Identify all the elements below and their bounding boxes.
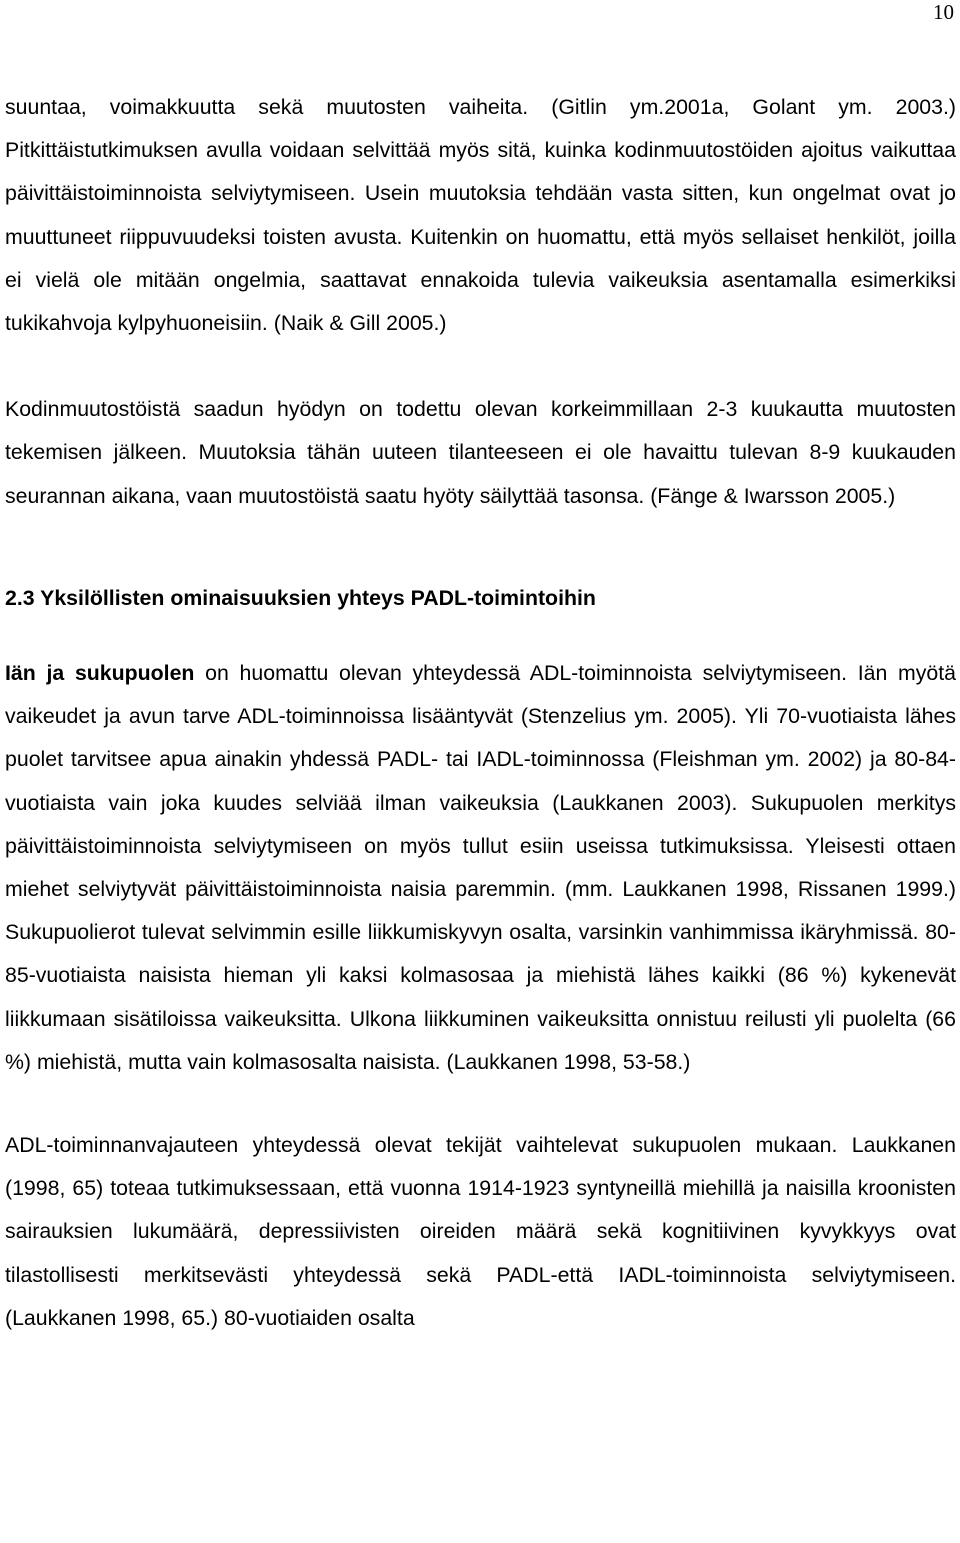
paragraph-4: ADL-toiminnanvajauteen yhteydessä olevat tekijät vaihtelevat sukupuolen mukaan. Laukkanen (1998, 65) toteaa tutkimuksessaan, että vuonna 1914-1923 syntyneillä miehillä ja naisilla kroonisten sairauksien lukumäärä, depressiivisten oireiden määrä sekä kognitiivinen kyvykkyys ovat tilastollisesti merkitsevästi yhteydessä sekä PADL-että IADL-toiminnoista selviytymiseen. (Laukkanen 1998, 65.) 80-vuotiaiden osalta	[5, 1133, 956, 1330]
document-body	[5, 86, 956, 1340]
paragraph-1: suuntaa, voimakkuutta sekä muutosten vaiheita. (Gitlin ym.2001a, Golant ym. 2003.) Pitkittäistutkimuksen avulla voidaan selvittää myös sitä, kuinka kodinmuutostöiden ajoitus vaikuttaa päivittäistoiminnoista selviytymiseen. Usein muutoksia tehdään vasta sitten, kun ongelmat ovat jo muuttuneet riippuvuudeksi toisten avusta. Kuitenkin on huomattu, että myös sellaiset henkilöt, joilla ei vielä ole mitään ongelmia, saattavat ennakoida tulevia vaikeuksia asentamalla esimerkiksi tukikahvoja kylpyhuoneisiin. (Naik & Gill 2005.)	[5, 95, 956, 336]
paragraph-2: Kodinmuutostöistä saadun hyödyn on todettu olevan korkeimmillaan 2-3 kuukautta muutosten tekemisen jälkeen. Muutoksia tähän uuteen tilanteeseen ei ole havaittu tulevan 8-9 kuukauden seurannan aikana, vaan muutostöistä saatu hyöty säilyttää tasonsa. (Fänge & Iwarsson 2005.)	[5, 397, 956, 508]
paragraph-3-bold-2: sukupuolen	[74, 661, 195, 686]
page-number: 10	[933, 0, 954, 24]
paragraph-3	[5, 652, 956, 1084]
section-heading: 2.3 Yksilöllisten ominaisuuksien yhteys PADL-toimintoihin	[5, 585, 596, 610]
paragraph-3-bold-1: Iän ja	[5, 661, 65, 686]
paragraph-3-text: on huomattu olevan yhteydessä ADL-toiminnoista selviytymiseen. Iän myötä vaikeudet ja avun tarve ADL-toiminnoissa lisääntyvät (Stenzelius ym. 2005). Yli 70-vuotiaista lähes puolet tarvitsee apua ainakin yhdessä PADL- tai IADL-toiminnossa (Fleishman ym. 2002) ja 80-84-vuotiaista vain joka kuudes selviää ilman vaikeuksia (Laukkanen 2003). Sukupuolen merkitys päivittäistoiminnoista selviytymiseen on myös tullut esiin useissa tutkimuksissa. Yleisesti ottaen miehet selviytyvät päivittäistoiminnoista naisia paremmin. (mm. Laukkanen 1998, Rissanen 1999.) Sukupuolierot tulevat selvimmin esille liikkumiskyvyn osalta, varsinkin vanhimmissa ikäryhmissä. 80-85-vuotiaista naisista hieman yli kaksi kolmasosaa ja miehistä lähes kaikki (86 %) kykenevät liikkumaan sisätiloissa vaikeuksitta. Ulkona liikkuminen vaikeuksitta onnistuu reilusti yli puolelta (66 %) miehistä, mutta vain kolmasosalta naisista. (Laukkanen 1998, 53-58.)	[5, 661, 956, 1074]
